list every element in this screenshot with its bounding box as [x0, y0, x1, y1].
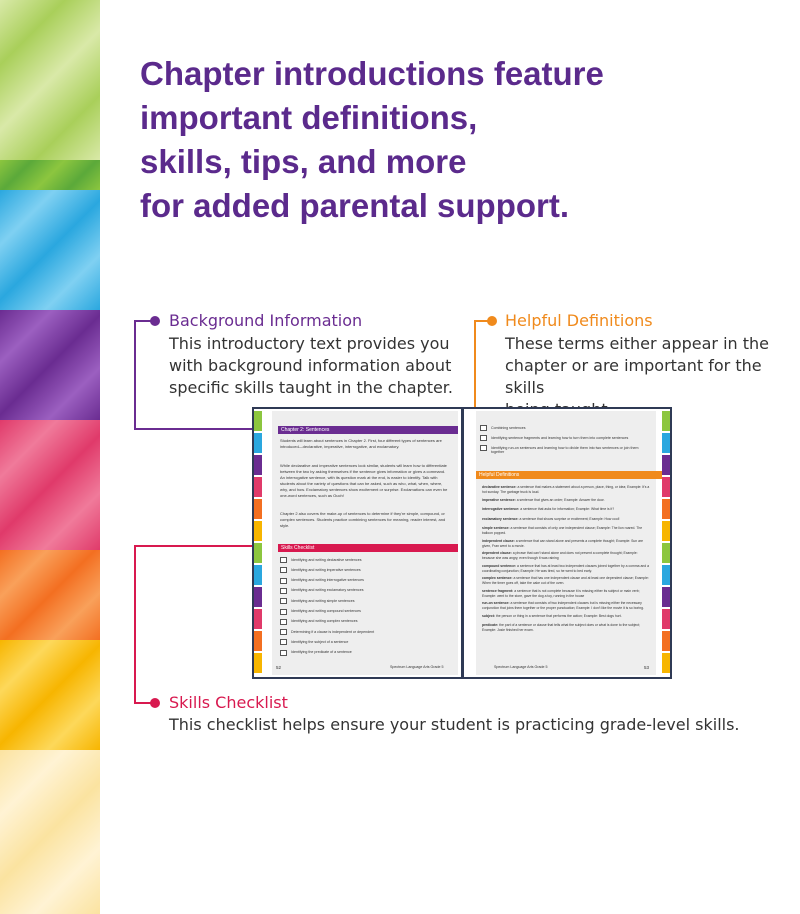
stripe-band [0, 420, 100, 550]
definition-item: run-on sentence: a sentence that consists of two independent clauses but is missing either the necessary conjunction that joins them together or the proper punctuation; Example: I don't like the movie it is so boring. [482, 601, 644, 610]
headline [140, 52, 760, 228]
checklist-item: Identifying sentence fragments and learning how to turn them into complete sentences [491, 435, 629, 440]
checkbox[interactable] [280, 588, 287, 594]
definition-term: exclamatory sentence: [482, 516, 520, 521]
edge-tab [662, 565, 670, 585]
headline-line-1: Chapter introductions feature [140, 55, 604, 92]
stripe-band [0, 640, 100, 750]
edge-tab [662, 543, 670, 563]
checklist-item: Identifying and writing declarative sentences [291, 557, 362, 562]
background-callout-line-2: with background information about [169, 356, 452, 375]
checkbox[interactable] [280, 609, 287, 615]
definition-item: predicate: the part of a sentence or clause that tells what the subject does or what is done to the subject; Example: Josie finished her exam. [482, 623, 640, 632]
background-callout-line-1: This introductory text provides you [169, 334, 450, 353]
stripe-band [0, 0, 100, 160]
intro-paragraph-1: Students will learn about sentences in Chapter 2. First, four different types of sentences are introduced—declarative, imperative, interrogative, and exclamatory. [280, 438, 442, 449]
checkbox[interactable] [280, 557, 287, 563]
headline-line-3: skills, tips, and more [140, 143, 467, 180]
skills-checklist-bar: Skills Checklist [278, 544, 458, 552]
stripe-band [0, 750, 100, 914]
definition-item: simple sentence: a sentence that consists of only one independent clause; Example: The lion roared. The balloon popped. [482, 526, 643, 535]
intro-paragraph-2: While declarative and imperative sentences look similar, students will learn how to differentiate between the two by asking themselves if the sentence gives information or gives a command. An interrogative sentence, with its question mark at the end, is easier to identify. Talk with students about the variety of questions that can be asked, such as who, what, when, where, why, and how. Exclamatory sentences show excitement or surprise. Exclamations can even be one-word sentences, such as Ouch! [280, 463, 448, 498]
definition-term: simple sentence: [482, 526, 511, 530]
background-callout-line [134, 320, 152, 322]
checklist-callout-line [134, 702, 152, 704]
checklist-item: Identifying and writing imperative sentences [291, 567, 361, 572]
definitions-callout-line-1: These terms either appear in the [505, 334, 770, 353]
definitions-callout-line [474, 320, 490, 322]
definition-term: interrogative sentence: [482, 507, 521, 511]
edge-tab [662, 521, 670, 541]
checkbox[interactable] [280, 598, 287, 604]
checklist-item: Identifying and writing complex sentences [291, 619, 358, 624]
edge-tab [254, 521, 262, 541]
definition-item: imperative sentence: a sentence that gives an order; Example: Answer the door. [482, 497, 605, 502]
headline-line-4: for added parental support. [140, 187, 570, 224]
rainbow-stripe [0, 0, 100, 914]
edge-tab [662, 433, 670, 453]
edge-tab [662, 455, 670, 475]
edge-tab [662, 477, 670, 497]
stripe-band [0, 190, 100, 310]
checklist-callout-title: Skills Checklist [169, 693, 288, 712]
checkbox[interactable] [280, 567, 287, 573]
checkbox[interactable] [280, 639, 287, 645]
edge-tab [254, 565, 262, 585]
checklist-item: Determining if a clause is independent or dependent [291, 629, 375, 634]
edge-tab [254, 587, 262, 607]
definition-item: interrogative sentence: a sentence that asks for information; Example: What time is it? [482, 507, 615, 511]
edge-tab [254, 653, 262, 673]
definition-term: independent clause: [482, 538, 516, 543]
checkbox[interactable] [480, 425, 487, 431]
definition-item: declarative sentence: a sentence that makes a statement about a person, place, thing, or idea; Example: It's a hot sunday. The garbage truck is loud. [482, 485, 650, 494]
definition-term: dependent clause: [482, 551, 513, 555]
definition-item: compound sentence: a sentence that has at least two independent clauses joined together by a comma and a coordinating conjunction; Example: He was tired, so he went to bed early. [482, 563, 649, 573]
definition-term: compound sentence: [482, 563, 518, 568]
checkbox[interactable] [280, 629, 287, 635]
definition-item: subject: the person or thing in a sentence that performs the action; Example: Best dogs hurt. [482, 613, 622, 618]
right-color-tabs [662, 409, 670, 677]
definition-item: independent clause: a sentence that can stand alone and presents a complete thought; Example: Sun are given, Fran went to a movie. [482, 538, 643, 548]
edge-tab [662, 587, 670, 607]
edge-tab [254, 609, 262, 629]
definitions-callout-title: Helpful Definitions [505, 311, 653, 330]
edge-tab [254, 631, 262, 651]
definition-item: sentence fragment: a sentence that is not complete because it is missing either its subject or main verb; Example: went to the store, gave the dog a toy, running in the house [482, 588, 640, 598]
edge-tab [254, 499, 262, 519]
helpful-definitions-bar: Helpful Definitions [476, 471, 662, 479]
left-page [272, 411, 458, 675]
definition-item: dependent clause: a phrase that can't stand alone and does not present a complete thought; Example: because she was angry, even though it was raining [482, 551, 638, 560]
stripe-band [0, 310, 100, 420]
stripe-band [0, 160, 100, 190]
book-spine [461, 409, 464, 677]
checklist-item: Identifying and writing interrogative sentences [291, 578, 364, 583]
definition-term: complex sentence: [482, 576, 514, 580]
book-spread [252, 407, 672, 679]
checklist-item: Identifying and writing exclamatory sentences [291, 588, 364, 593]
background-callout-title: Background Information [169, 311, 363, 330]
checklist-item: Identifying the predicate of a sentence [291, 650, 352, 655]
checklist-item: Combining sentences [491, 425, 526, 430]
definition-item: complex sentence: a sentence that has one independent clause and at least one dependent clause; Example: When the timer goes off, take the cake out of the oven. [482, 576, 649, 585]
left-page-footer: Spectrum Language Arts Grade 5 [390, 665, 444, 669]
definition-term: subject: [482, 613, 496, 618]
edge-tab [254, 543, 262, 563]
definition-term: sentence fragment: [482, 588, 515, 593]
checkbox[interactable] [280, 650, 287, 656]
checklist-item: Identifying and writing compound sentences [291, 609, 361, 613]
intro-paragraph-3: Chapter 2 also covers the make-up of sentences to determine if they're simple, compound, or complex sentences. Students practice combining sentences for meaning, reader interest, and style. [280, 511, 446, 528]
definition-item: exclamatory sentence: a sentence that shows surprise or excitement; Example: How cool! [482, 516, 620, 521]
background-callout-body [169, 333, 469, 399]
checklist-callout-line-vertical [134, 545, 136, 703]
left-page-number: 52 [276, 665, 282, 670]
edge-tab [662, 499, 670, 519]
edge-tab [662, 653, 670, 673]
edge-tab [662, 631, 670, 651]
checklist-callout-body: This checklist helps ensure your student is practicing grade-level skills. [169, 715, 740, 734]
stripe-band [0, 550, 100, 640]
checklist-item: Identifying run-on sentences and learning how to divide them into two sentences or join them together [491, 445, 639, 454]
edge-tab [662, 411, 670, 431]
edge-tab [254, 477, 262, 497]
definition-term: run-on sentence: [482, 601, 511, 605]
checklist-item: Identifying the subject of a sentence [291, 639, 349, 644]
headline-line-2: important definitions, [140, 99, 478, 136]
checkbox[interactable] [480, 445, 487, 451]
definition-term: predicate: [482, 623, 500, 627]
right-page-number: 53 [644, 665, 650, 670]
edge-tab [254, 455, 262, 475]
checkbox[interactable] [280, 619, 287, 625]
checkbox[interactable] [480, 435, 487, 441]
definitions-callout-line-2: chapter or are important for the skills [505, 356, 762, 397]
chapter-title-bar: Chapter 2: Sentences [278, 426, 458, 434]
background-callout-line-3: specific skills taught in the chapter. [169, 378, 453, 397]
right-page [476, 411, 656, 675]
checkbox[interactable] [280, 578, 287, 584]
edge-tab [254, 411, 262, 431]
left-color-tabs [254, 409, 262, 677]
definition-term: declarative sentence: [482, 485, 518, 489]
checklist-item: Identifying and writing simple sentences [291, 598, 355, 603]
edge-tab [662, 609, 670, 629]
definition-term: imperative sentence: [482, 497, 517, 502]
background-callout-line-vertical [134, 320, 136, 430]
right-page-footer: Spectrum Language Arts Grade 5 [494, 665, 548, 669]
edge-tab [254, 433, 262, 453]
